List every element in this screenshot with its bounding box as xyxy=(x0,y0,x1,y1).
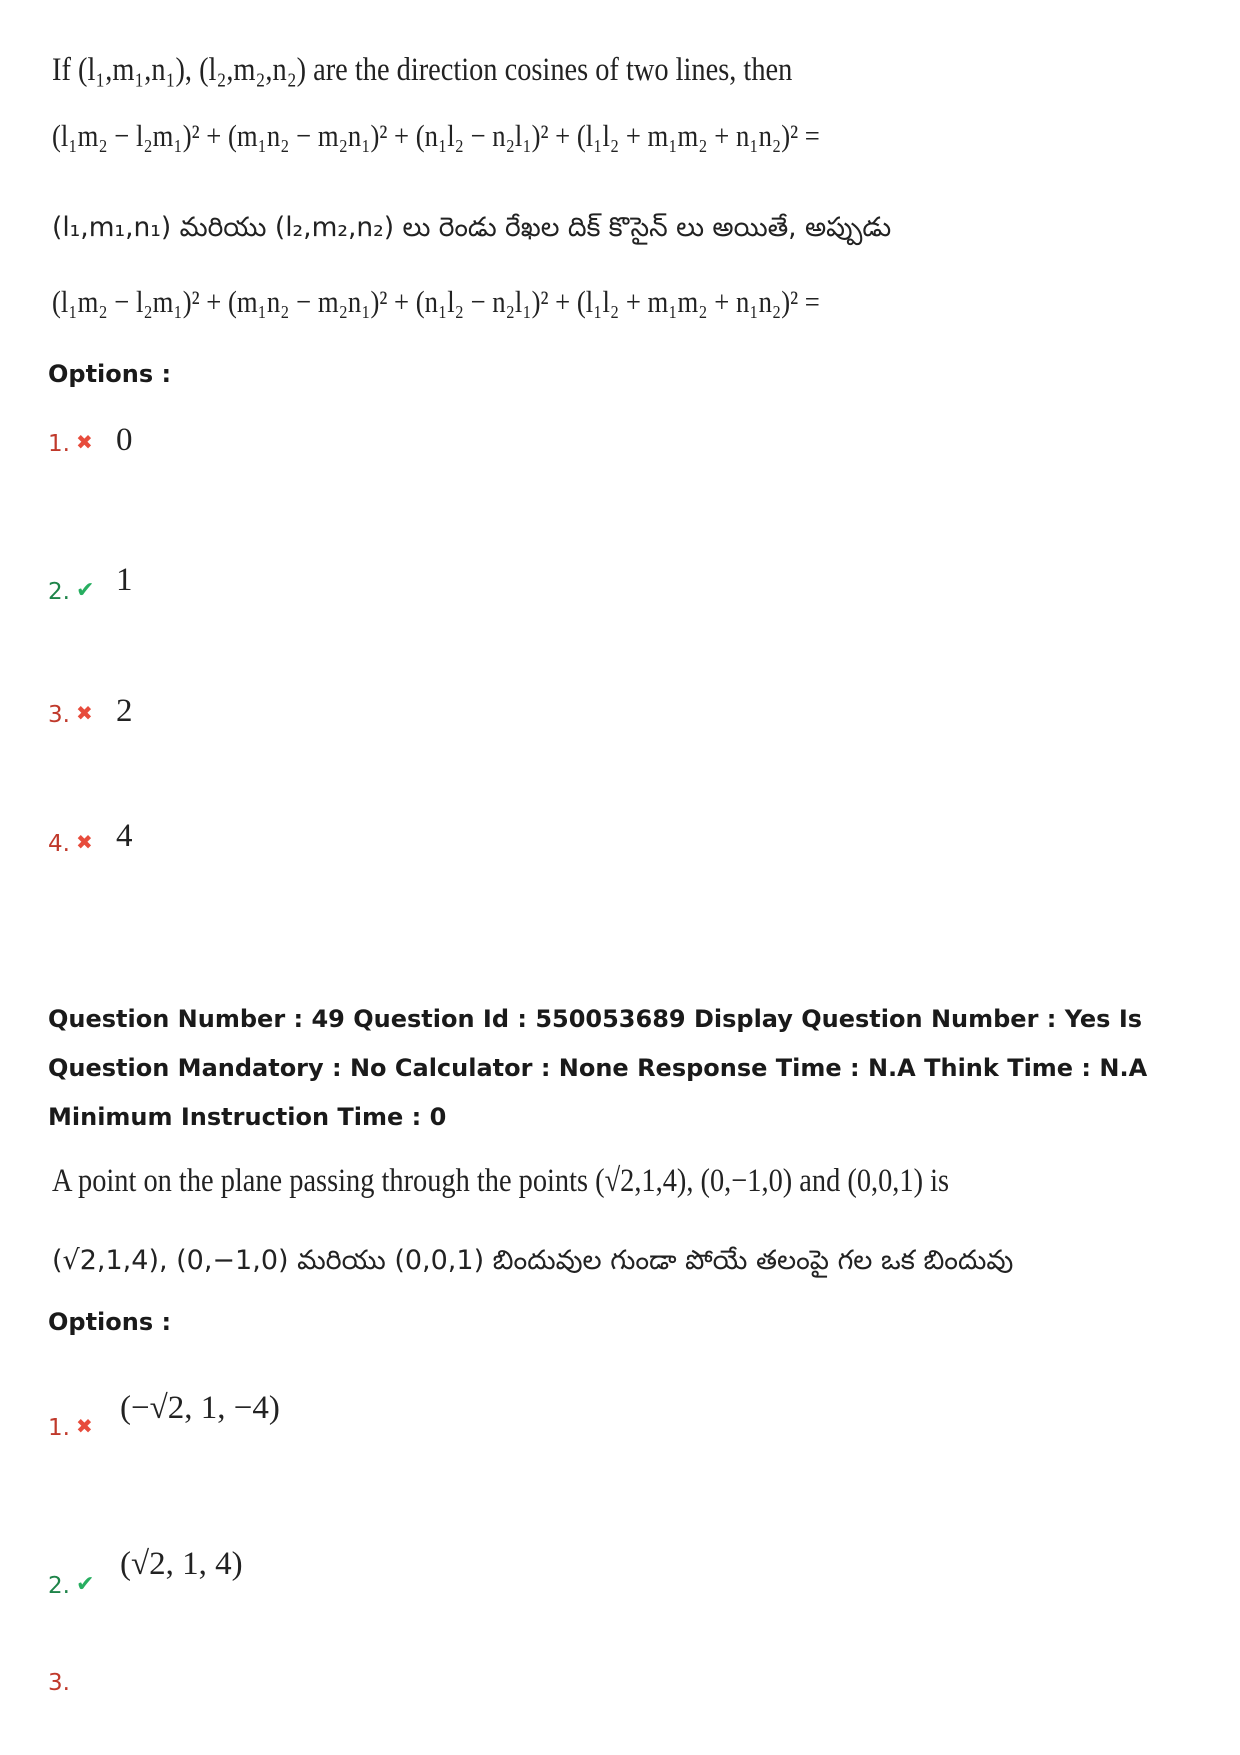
option-number: 1. xyxy=(48,1415,70,1441)
q48-option-4-value: 4 xyxy=(116,818,133,854)
q49-meta: Question Number : 49 Question Id : 550053689 Display Question Number : Yes Is Question Mandatory : No Calculator : None Response Time : N.A Think Time : N.A Minimum Instruction Time : 0 xyxy=(48,1005,1148,1131)
check-icon: ✔ xyxy=(75,1572,95,1597)
option-number: 2. xyxy=(48,1573,70,1599)
q48-expression: (l₁m₂ − l₂m₁)² + (m₁n₂ − m₂n₁)² + (n₁l₂ − n₂l₁)² + (l₁l₂ + m₁m₂ + n₁n₂)² = xyxy=(52,118,820,153)
q49-option-1[interactable] xyxy=(48,1414,93,1441)
q49-telugu-text: (√2,1,4), (0,−1,0) మరియు (0,0,1) బిందువుల గుండా పోయే తలంపై గల ఒక బిందువు xyxy=(52,1245,1014,1276)
q49-options-label: Options : xyxy=(48,1308,172,1336)
option-number: 3. xyxy=(48,702,70,728)
q48-options-label: Options : xyxy=(48,360,172,388)
q49-option-2-value: (√2, 1, 4) xyxy=(120,1546,243,1582)
check-icon: ✔ xyxy=(75,578,95,603)
q48-option-3[interactable] xyxy=(48,701,93,728)
q48-option-2[interactable] xyxy=(48,578,94,605)
q48-option-4[interactable] xyxy=(48,830,93,857)
q48-option-2-value: 1 xyxy=(116,562,133,598)
cross-icon: ✖ xyxy=(75,830,93,854)
q48-telugu-text: (l₁,m₁,n₁) మరియు (l₂,m₂,n₂) లు రెండు రేఖల దిక్ కొసైన్ లు అయితే, అప్పుడు xyxy=(52,212,892,243)
cross-icon: ✖ xyxy=(75,430,93,454)
q49-option-2[interactable] xyxy=(48,1572,94,1599)
q48-option-1-value: 0 xyxy=(116,422,133,458)
option-number: 4. xyxy=(48,831,70,857)
q49-option-1-value: (−√2, 1, −4) xyxy=(120,1390,280,1426)
cross-icon: ✖ xyxy=(75,1414,93,1438)
q48-expression-repeat: (l₁m₂ − l₂m₁)² + (m₁n₂ − m₂n₁)² + (n₁l₂ − n₂l₁)² + (l₁l₂ + m₁m₂ + n₁n₂)² = xyxy=(52,284,820,319)
q48-option-1[interactable] xyxy=(48,430,93,457)
option-number: 3. xyxy=(48,1670,70,1696)
cross-icon: ✖ xyxy=(75,701,93,725)
option-number: 2. xyxy=(48,579,70,605)
q49-english-text: A point on the plane passing through the points (√2,1,4), (0,−1,0) and (0,0,1) is xyxy=(52,1163,950,1199)
option-number: 1. xyxy=(48,431,70,457)
q48-option-3-value: 2 xyxy=(116,693,133,729)
q49-option-3[interactable] xyxy=(48,1670,70,1696)
q48-english-text: If (l₁,m₁,n₁), (l₂,m₂,n₂) are the direction cosines of two lines, then xyxy=(52,52,793,88)
